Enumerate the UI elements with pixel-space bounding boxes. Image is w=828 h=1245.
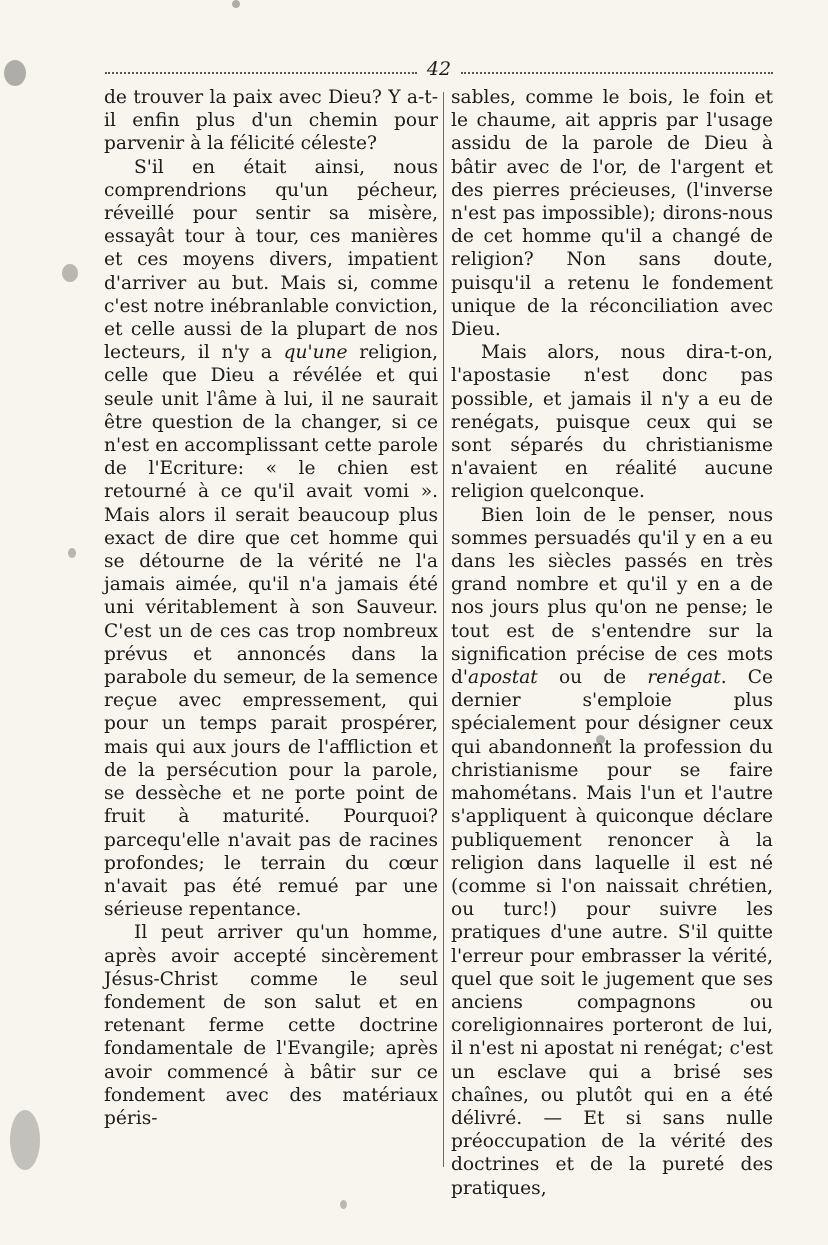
left-column xyxy=(104,86,438,1130)
print-smudge xyxy=(62,264,78,282)
paragraph xyxy=(104,156,438,922)
paragraph: Il peut arriver qu'un homme, après avoir accepté sincèrement Jésus-Christ comme le seul fondement de son salut et en retenant ferme cette doctrine fondamentale de l'Evangile; après avoir commencé à bâtir sur ce fondement avec des matériaux péris- xyxy=(104,922,438,1129)
print-smudge xyxy=(340,1200,347,1209)
print-smudge xyxy=(4,60,26,86)
emphasis-text: renégat xyxy=(647,667,721,689)
paragraph-text: . Ce dernier s'emploie plus spécialement pour désigner ceux qui abandonnent la profession du christianisme pour se faire mahométans. Mais l'un et l'autre s'appliquent à quiconque déclare publiquement renoncer à la religion dans laquelle il est né (comme si l'on naissait chrétien, ou turc!) pour suivre les pratiques d'une autre. S'il quitte l'erreur pour embrasser la vérité, quel que soit le jugement que ses anciens compagnons ou coreligionnaires porteront de lui, il n'est ni apostat ni renégat; c'est un esclave qui a brisé ses chaînes, ou plutôt qui en a été délivré. — Et si sans nulle préoccupation de la vérité des doctrines et de la pureté des pratiques, xyxy=(451,667,773,1199)
emphasis-text: apostat xyxy=(468,667,538,689)
page-number: 42 xyxy=(426,58,452,80)
print-smudge xyxy=(68,548,76,558)
right-column xyxy=(451,86,773,1200)
emphasis-text: qu'une xyxy=(283,342,348,364)
paragraph-text: religion, celle que Dieu a révélée et qui seule unit l'âme à lui, il ne saurait être question de la changer, si ce n'est en accomplissant cette parole de l'Ecriture: « le chien est retourné à ce qu'il avait vomi ». Mais alors il serait beaucoup plus exact de dire que cet homme qui se détourne de la vérité ne l'a jamais aimée, qu'il n'a jamais été uni véritablement à son Sauveur. C'est un de ces cas trop nombreux prévus et annoncés dans la parabole du semeur, de la semence reçue avec empressement, qui pour un temps parait prospérer, mais qui aux jours de l'affliction et de la persécution pour la parole, se dessèche et ne porte point de fruit à maturité. Pourquoi? parcequ'elle n'avait pas de racines profondes; le terrain du cœur n'avait pas été remué par une sérieuse repentance. xyxy=(104,342,438,921)
paragraph xyxy=(451,504,773,1200)
paragraph: de trouver la paix avec Dieu? Y a-t-il enfin plus d'un chemin pour parvenir à la félicité céleste? xyxy=(104,87,438,155)
column-divider xyxy=(443,92,444,1167)
print-smudge xyxy=(232,0,240,8)
page-header xyxy=(105,56,773,82)
paragraph: Mais alors, nous dira-t-on, l'apostasie n'est donc pas possible, et jamais il n'y a eu de renégats, puisque ceux qui se sont séparés du christianisme n'avaient en réalité aucune religion quelconque. xyxy=(451,342,773,503)
header-rule-right xyxy=(461,72,773,74)
paragraph-text: Bien loin de le penser, nous sommes persuadés qu'il y en a eu dans les siècles passés en très grand nombre et qu'il y en a de nos jours plus qu'on ne pense; le tout est de s'entendre sur la signification précise de ces mots d' xyxy=(451,504,773,689)
paragraph-text: S'il en était ainsi, nous comprendrions qu'un pécheur, réveillé pour sentir sa misère, essayât tour à tour, ces manières et ces moyens divers, impatient d'arriver au but. Mais si, comme c'est notre inébranlable conviction, et celle aussi de la plupart de nos lecteurs, il n'y a xyxy=(104,156,438,364)
paragraph: sables, comme le bois, le foin et le chaume, ait appris par l'usage assidu de la parole de Dieu à bâtir avec de l'or, de l'argent et des pierres précieuses, (l'inverse n'est pas impossible); dirons-nous de cet homme qu'il a changé de religion? Non sans doute, puisqu'il a retenu le fondement unique de la réconciliation avec Dieu. xyxy=(451,87,773,341)
print-smudge xyxy=(10,1110,40,1170)
paragraph-text: ou de xyxy=(537,667,648,689)
